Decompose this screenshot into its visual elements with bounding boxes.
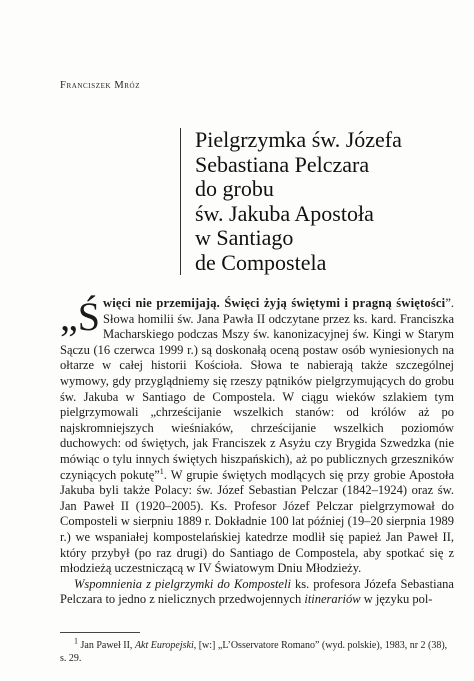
footnote-text-b: , [w:] „L’Osservatore Romano” (wyd. polskie), 1983, nr 2 (38), s. 29. <box>60 640 448 664</box>
drop-cap <box>60 294 101 339</box>
title-line: do grobu <box>195 176 274 201</box>
article-body <box>60 296 454 608</box>
footnote <box>60 636 454 665</box>
article-title <box>180 128 465 275</box>
lead-quote: więci nie przemijają. Święci żyją świętymi i pragną świętości <box>103 296 446 310</box>
paragraph-2 <box>60 577 454 608</box>
title-line: św. Jakuba Apostoła <box>195 200 374 226</box>
italic-term: itinerariów <box>304 592 361 607</box>
paragraph-1 <box>60 296 454 577</box>
running-header-author: Franciszek Mróz <box>60 80 141 91</box>
book-title: Wspomnienia z pielgrzymki do Komposteli <box>74 576 291 591</box>
drop-letter: Ś <box>77 294 101 339</box>
title-line: w Santiago <box>195 225 294 250</box>
footnote-italic: Akt Europejski <box>134 640 194 651</box>
title-line: Pielgrzymka św. Józefa <box>195 127 402 152</box>
footnote-divider <box>60 632 140 633</box>
paragraph-2-end: w języku pol- <box>360 592 433 607</box>
paragraph-1-text: ”. Słowa homilii św. Jana Pawła II odczytane przez ks. kard. Franciszka Macharskiego podczas Mszy św. kanonizacyjnej św. Kingi w Starym Sączu (16 czerwca 1999 r.) są doskonałą oceną postaw osób wyniesionych na ołtarze w całej historii Kościoła. Słowa te nabierają także szczególnej wymowy, gdy przyglądniemy się rzeszy pątników pielgrzymujących do grobu św. Jakuba w Santiago de Compostela. W ciągu wieków szlakiem tym pielgrzymowali „chrześcijanie wszelkich stanów: od królów aż po najskromniejszych wieśniaków, chrześcijanie wszelkich poziomów duchowych: od świętych, jak Franciszek z Asyżu czy Brygida Szwedzka (nie mówiąc o tylu innych świętych hiszpańskich), aż po publicznych grzeszników czyniących pokutę” <box>60 296 454 482</box>
title-line: Sebastiana Pelczara <box>195 151 370 177</box>
title-line: de Compostela <box>195 249 327 275</box>
drop-quote: „ <box>60 294 78 339</box>
paragraph-2-text: ks. profesora Józefa Sebastiana Pelczara to jedno z nielicznych przedwojennych <box>60 576 454 607</box>
footnote-number: 1 <box>74 636 78 646</box>
footnote-text-a: Jan Paweł II, <box>78 640 135 651</box>
paragraph-1-end: . W grupie świętych modlących się przy grobie Apostoła Jakuba byli także Polacy: św. Józef Sebastian Pelczar (1842–1924) oraz św. Jan Paweł II (1920–2005). Ks. Profesor Józef Pelczar pielgrzymował do Composteli w sierpniu 1889 r. Dokładnie 100 lat później (19–20 sierpnia 1989 r.) we wspaniałej kompostelańskiej katedrze modlił się papież Jan Paweł II, który przybył (po raz drugi) do Santiago de Compostela, aby spotkać się z młodzieżą uczestniczącą w IV Światowym Dniu Młodzieży. <box>60 467 454 576</box>
footnote-ref[interactable]: 1 <box>159 466 164 476</box>
